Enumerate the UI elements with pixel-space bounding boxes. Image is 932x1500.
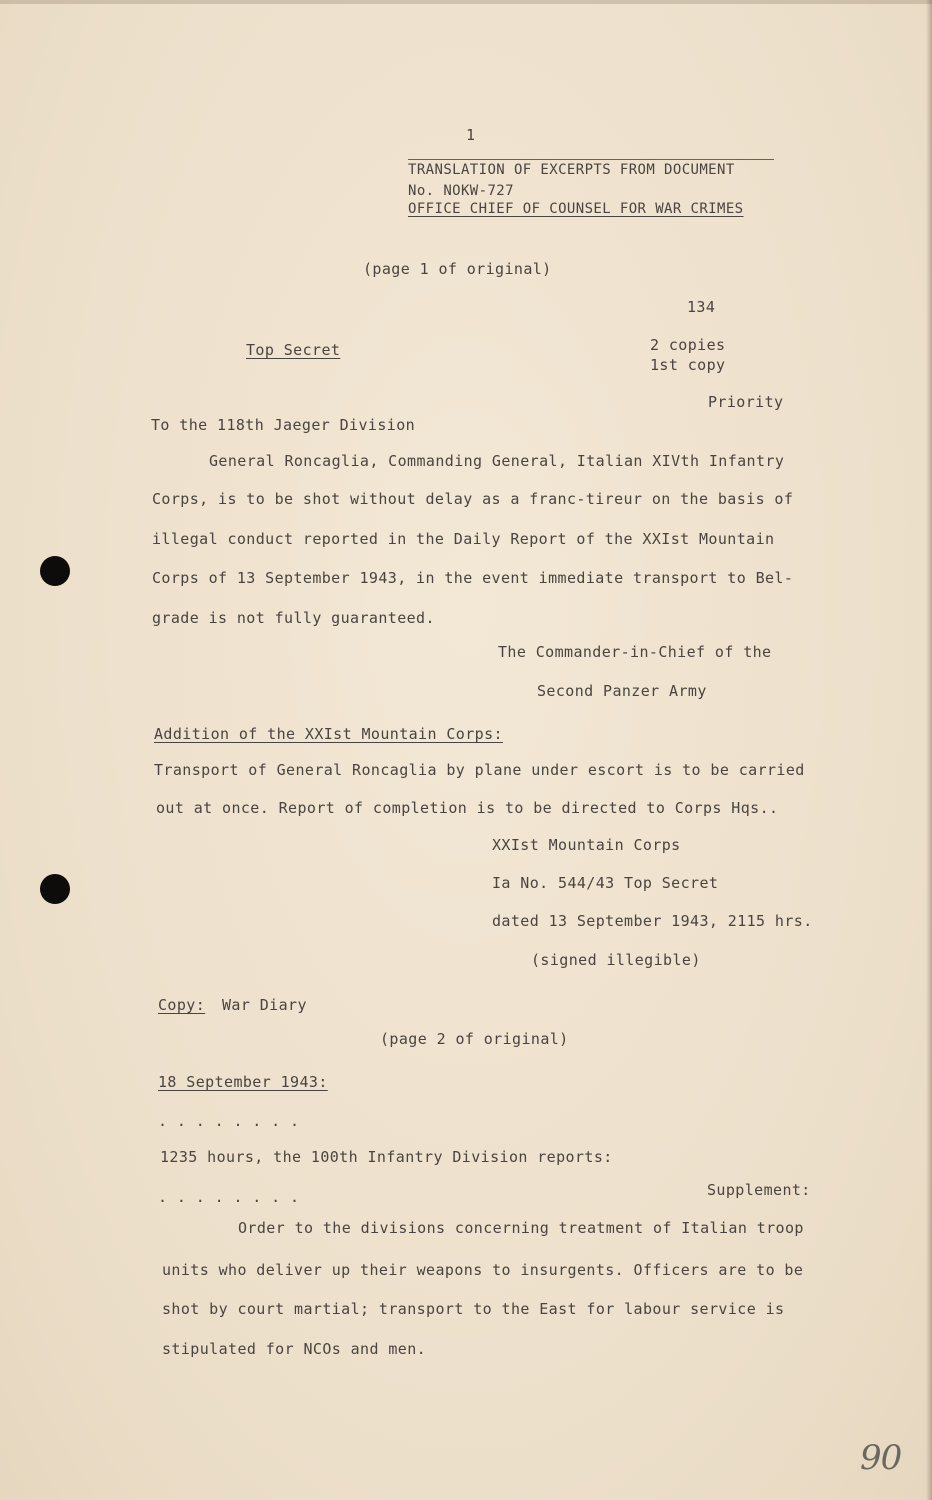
- copy-value: War Diary: [222, 996, 307, 1014]
- ellipsis-2: . . . . . . . .: [158, 1188, 300, 1206]
- page1-marker: (page 1 of original): [363, 260, 552, 278]
- copy-label: Copy:: [158, 996, 206, 1014]
- signature-signed: (signed illegible): [531, 951, 701, 969]
- body-line: Corps of 13 September 1943, in the event immediate transport to Bel-: [152, 569, 794, 587]
- addition-heading: Addition of the XXIst Mountain Corps:: [154, 725, 503, 743]
- date-heading: 18 September 1943:: [158, 1073, 328, 1091]
- body-line: grade is not fully guaranteed.: [152, 609, 435, 627]
- header-title: TRANSLATION OF EXCERPTS FROM DOCUMENT: [408, 162, 735, 178]
- page2-marker: (page 2 of original): [380, 1030, 569, 1048]
- signature-ref: Ia No. 544/43 Top Secret: [492, 874, 719, 892]
- supplement-label: Supplement:: [707, 1181, 811, 1199]
- handwritten-page-number: 90: [860, 1438, 902, 1478]
- body-line: illegal conduct reported in the Daily Report of the XXIst Mountain: [152, 530, 775, 548]
- page-number: 1: [466, 126, 476, 144]
- order-line: Order to the divisions concerning treatment of Italian troop: [238, 1219, 804, 1237]
- addressee: To the 118th Jaeger Division: [151, 416, 416, 434]
- signature-army: Second Panzer Army: [537, 682, 707, 700]
- page-edge-right: [926, 0, 932, 1500]
- classification-label: Top Secret: [246, 341, 341, 359]
- signature-date: dated 13 September 1943, 2115 hrs.: [492, 912, 813, 930]
- copies-count: 2 copies: [650, 336, 726, 354]
- body-line: General Roncaglia, Commanding General, Italian XIVth Infantry: [209, 452, 785, 470]
- order-line: shot by court martial; transport to the East for labour service is: [162, 1300, 785, 1318]
- addition-line: Transport of General Roncaglia by plane under escort is to be carried: [154, 761, 805, 779]
- report-line: 1235 hours, the 100th Infantry Division reports:: [160, 1148, 613, 1166]
- order-line: units who deliver up their weapons to insurgents. Officers are to be: [162, 1261, 804, 1279]
- ellipsis-1: . . . . . . . .: [158, 1112, 300, 1130]
- header-top-rule: [408, 159, 774, 160]
- priority-label: Priority: [708, 393, 784, 411]
- signature-corps: XXIst Mountain Corps: [492, 836, 681, 854]
- addition-line: out at once. Report of completion is to be directed to Corps Hqs..: [156, 799, 779, 817]
- punch-hole-bottom: [40, 874, 70, 904]
- order-line: stipulated for NCOs and men.: [162, 1340, 427, 1358]
- body-line: Corps, is to be shot without delay as a franc-tireur on the basis of: [152, 490, 794, 508]
- punch-hole-top: [40, 556, 70, 586]
- document-number: 134: [687, 298, 716, 316]
- signature-commander: The Commander-in-Chief of the: [498, 643, 772, 661]
- header-doc-number: No. NOKW-727: [408, 183, 514, 199]
- copy-number: 1st copy: [650, 356, 726, 374]
- page-edge-top: [0, 0, 932, 4]
- header-office: OFFICE CHIEF OF COUNSEL FOR WAR CRIMES: [408, 201, 744, 217]
